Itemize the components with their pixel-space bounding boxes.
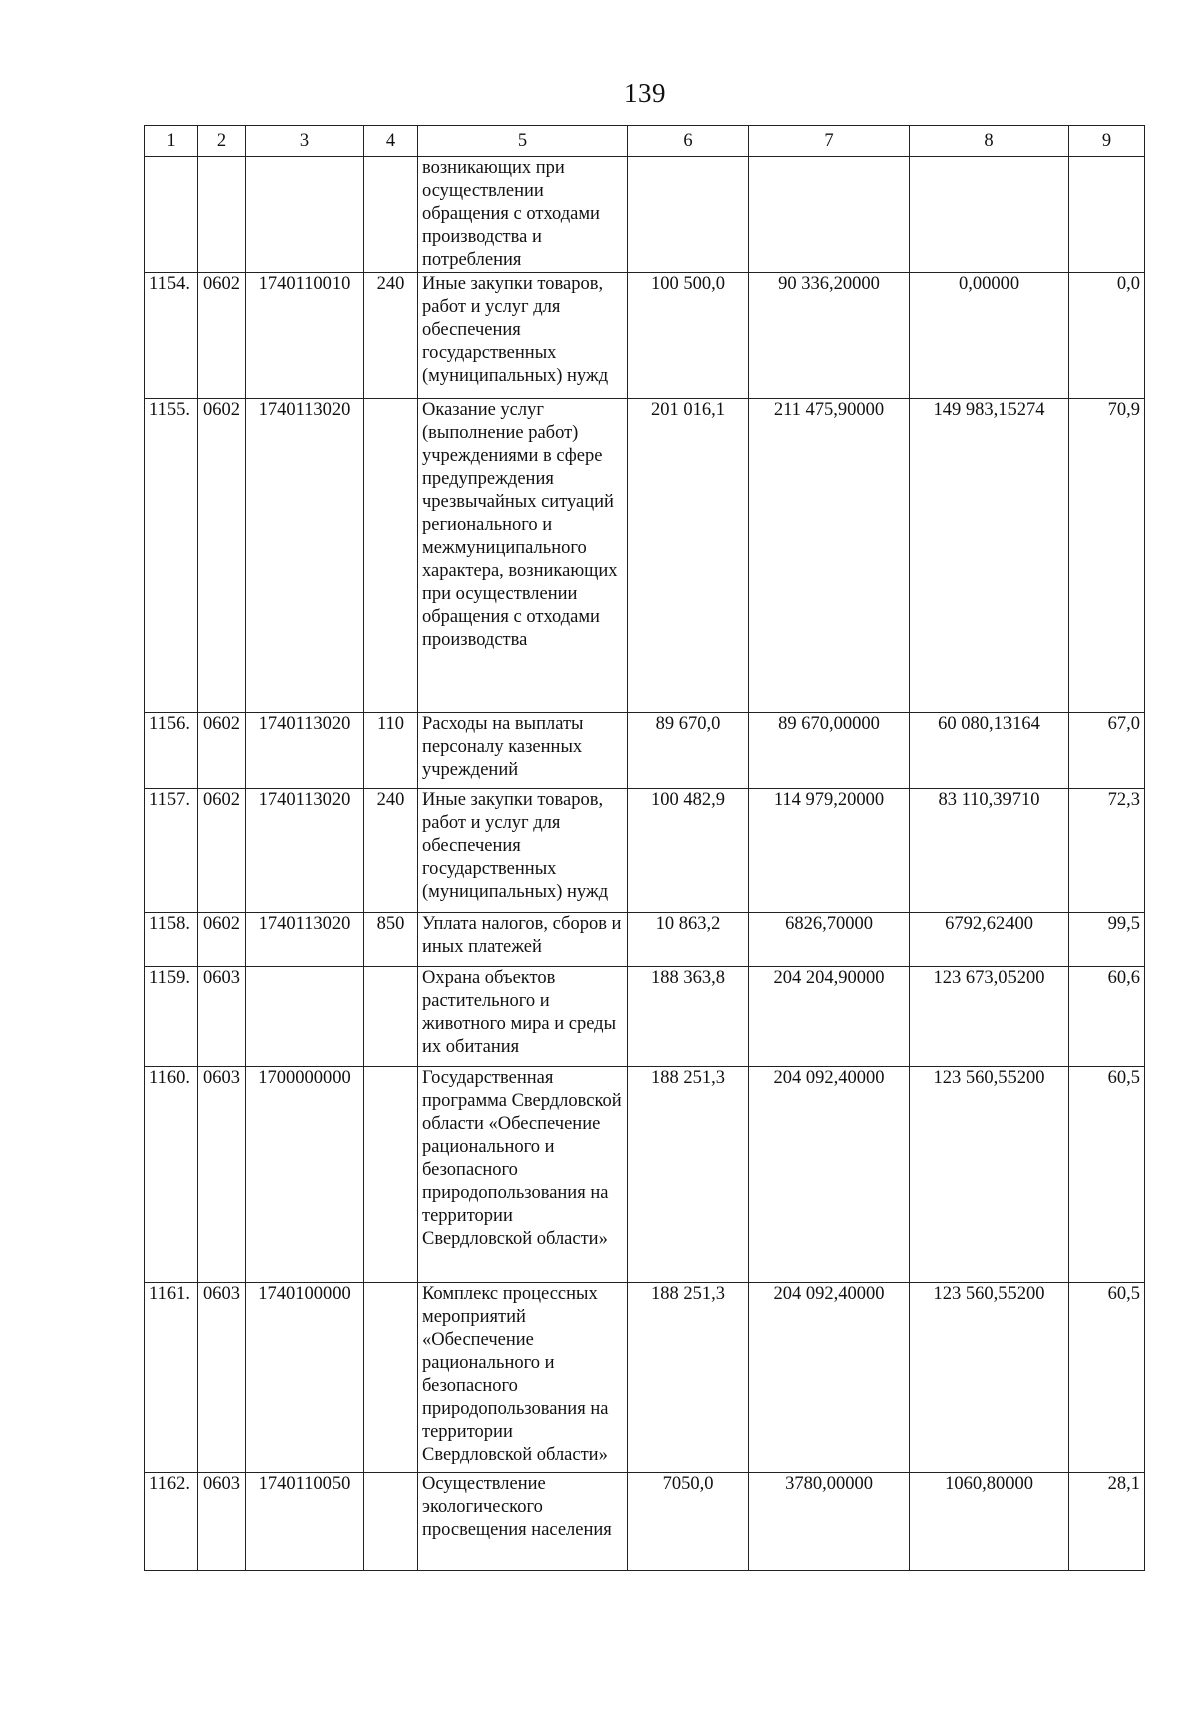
target-code: 1740113020 bbox=[246, 789, 364, 913]
execution-percent: 99,5 bbox=[1069, 913, 1145, 967]
approved-amount bbox=[749, 157, 910, 273]
approved-amount: 90 336,20000 bbox=[749, 273, 910, 399]
execution-percent: 0,0 bbox=[1069, 273, 1145, 399]
item-name: Иные закупки товаров, работ и услуг для обеспечения государственных (муниципальных) нужд bbox=[418, 273, 628, 399]
expense-type bbox=[364, 967, 418, 1067]
header-col-8: 8 bbox=[910, 126, 1069, 157]
expense-type bbox=[364, 399, 418, 713]
row-number: 1162. bbox=[145, 1473, 198, 1571]
section-code: 0602 bbox=[198, 273, 246, 399]
executed-amount: 149 983,15274 bbox=[910, 399, 1069, 713]
plan-amount: 188 251,3 bbox=[628, 1067, 749, 1283]
approved-amount: 204 092,40000 bbox=[749, 1283, 910, 1473]
approved-amount: 211 475,90000 bbox=[749, 399, 910, 713]
table-row bbox=[145, 273, 1145, 399]
section-code: 0602 bbox=[198, 713, 246, 789]
table-row bbox=[145, 157, 1145, 273]
execution-percent: 72,3 bbox=[1069, 789, 1145, 913]
table-header bbox=[145, 126, 1145, 157]
target-code: 1700000000 bbox=[246, 1067, 364, 1283]
table-row bbox=[145, 1067, 1145, 1283]
table-body bbox=[145, 157, 1145, 1571]
row-number: 1159. bbox=[145, 967, 198, 1067]
section-code: 0603 bbox=[198, 1283, 246, 1473]
plan-amount: 100 500,0 bbox=[628, 273, 749, 399]
expense-type: 240 bbox=[364, 789, 418, 913]
approved-amount: 204 092,40000 bbox=[749, 1067, 910, 1283]
executed-amount: 123 560,55200 bbox=[910, 1283, 1069, 1473]
section-code: 0603 bbox=[198, 967, 246, 1067]
approved-amount: 204 204,90000 bbox=[749, 967, 910, 1067]
target-code: 1740113020 bbox=[246, 399, 364, 713]
plan-amount: 188 251,3 bbox=[628, 1283, 749, 1473]
row-number: 1160. bbox=[145, 1067, 198, 1283]
header-col-5: 5 bbox=[418, 126, 628, 157]
executed-amount: 60 080,13164 bbox=[910, 713, 1069, 789]
plan-amount: 89 670,0 bbox=[628, 713, 749, 789]
header-col-6: 6 bbox=[628, 126, 749, 157]
target-code bbox=[246, 157, 364, 273]
item-name: Государственная программа Свердловской области «Обеспечение рационального и безопасного природопользования на территории Свердловской области» bbox=[418, 1067, 628, 1283]
expense-type: 240 bbox=[364, 273, 418, 399]
expense-type bbox=[364, 1473, 418, 1571]
section-code: 0602 bbox=[198, 789, 246, 913]
executed-amount: 123 560,55200 bbox=[910, 1067, 1069, 1283]
row-number: 1158. bbox=[145, 913, 198, 967]
approved-amount: 114 979,20000 bbox=[749, 789, 910, 913]
item-name: Расходы на выплаты персоналу казенных учреждений bbox=[418, 713, 628, 789]
item-name: возникающих при осуществлении обращения с отходами производства и потребления bbox=[418, 157, 628, 273]
header-col-9: 9 bbox=[1069, 126, 1145, 157]
executed-amount: 1060,80000 bbox=[910, 1473, 1069, 1571]
approved-amount: 89 670,00000 bbox=[749, 713, 910, 789]
execution-percent: 60,5 bbox=[1069, 1067, 1145, 1283]
expense-type bbox=[364, 157, 418, 273]
item-name: Комплекс процессных мероприятий «Обеспечение рационального и безопасного природопользования на территории Свердловской области» bbox=[418, 1283, 628, 1473]
target-code: 1740113020 bbox=[246, 713, 364, 789]
row-number: 1161. bbox=[145, 1283, 198, 1473]
target-code bbox=[246, 967, 364, 1067]
table-row bbox=[145, 713, 1145, 789]
row-number: 1157. bbox=[145, 789, 198, 913]
execution-percent: 28,1 bbox=[1069, 1473, 1145, 1571]
plan-amount: 7050,0 bbox=[628, 1473, 749, 1571]
plan-amount: 10 863,2 bbox=[628, 913, 749, 967]
target-code: 1740113020 bbox=[246, 913, 364, 967]
table-row bbox=[145, 789, 1145, 913]
execution-percent: 60,6 bbox=[1069, 967, 1145, 1067]
executed-amount: 83 110,39710 bbox=[910, 789, 1069, 913]
header-col-7: 7 bbox=[749, 126, 910, 157]
header-col-1: 1 bbox=[145, 126, 198, 157]
row-number: 1155. bbox=[145, 399, 198, 713]
item-name: Иные закупки товаров, работ и услуг для обеспечения государственных (муниципальных) нужд bbox=[418, 789, 628, 913]
header-col-3: 3 bbox=[246, 126, 364, 157]
executed-amount bbox=[910, 157, 1069, 273]
header-col-2: 2 bbox=[198, 126, 246, 157]
header-col-4: 4 bbox=[364, 126, 418, 157]
expense-type bbox=[364, 1067, 418, 1283]
row-number: 1154. bbox=[145, 273, 198, 399]
plan-amount: 188 363,8 bbox=[628, 967, 749, 1067]
item-name: Уплата налогов, сборов и иных платежей bbox=[418, 913, 628, 967]
header-row bbox=[145, 126, 1145, 157]
execution-percent: 60,5 bbox=[1069, 1283, 1145, 1473]
row-number bbox=[145, 157, 198, 273]
table-row bbox=[145, 1473, 1145, 1571]
executed-amount: 6792,62400 bbox=[910, 913, 1069, 967]
execution-percent: 67,0 bbox=[1069, 713, 1145, 789]
executed-amount: 123 673,05200 bbox=[910, 967, 1069, 1067]
section-code: 0602 bbox=[198, 399, 246, 713]
item-name: Оказание услуг (выполнение работ) учреждениями в сфере предупреждения чрезвычайных ситуаций регионального и межмуниципального характера, возникающих при осуществлении обращения с отходами производства bbox=[418, 399, 628, 713]
section-code: 0603 bbox=[198, 1067, 246, 1283]
budget-table bbox=[144, 125, 1145, 1571]
executed-amount: 0,00000 bbox=[910, 273, 1069, 399]
section-code: 0603 bbox=[198, 1473, 246, 1571]
section-code bbox=[198, 157, 246, 273]
expense-type bbox=[364, 1283, 418, 1473]
item-name: Осуществление экологического просвещения населения bbox=[418, 1473, 628, 1571]
plan-amount bbox=[628, 157, 749, 273]
expense-type: 850 bbox=[364, 913, 418, 967]
target-code: 1740100000 bbox=[246, 1283, 364, 1473]
target-code: 1740110050 bbox=[246, 1473, 364, 1571]
table-row bbox=[145, 967, 1145, 1067]
plan-amount: 100 482,9 bbox=[628, 789, 749, 913]
execution-percent bbox=[1069, 157, 1145, 273]
expense-type: 110 bbox=[364, 713, 418, 789]
section-code: 0602 bbox=[198, 913, 246, 967]
execution-percent: 70,9 bbox=[1069, 399, 1145, 713]
table-row bbox=[145, 913, 1145, 967]
approved-amount: 6826,70000 bbox=[749, 913, 910, 967]
table-row bbox=[145, 1283, 1145, 1473]
table-row bbox=[145, 399, 1145, 713]
row-number: 1156. bbox=[145, 713, 198, 789]
item-name: Охрана объектов растительного и животного мира и среды их обитания bbox=[418, 967, 628, 1067]
page-number: 139 bbox=[624, 78, 666, 108]
approved-amount: 3780,00000 bbox=[749, 1473, 910, 1571]
plan-amount: 201 016,1 bbox=[628, 399, 749, 713]
target-code: 1740110010 bbox=[246, 273, 364, 399]
